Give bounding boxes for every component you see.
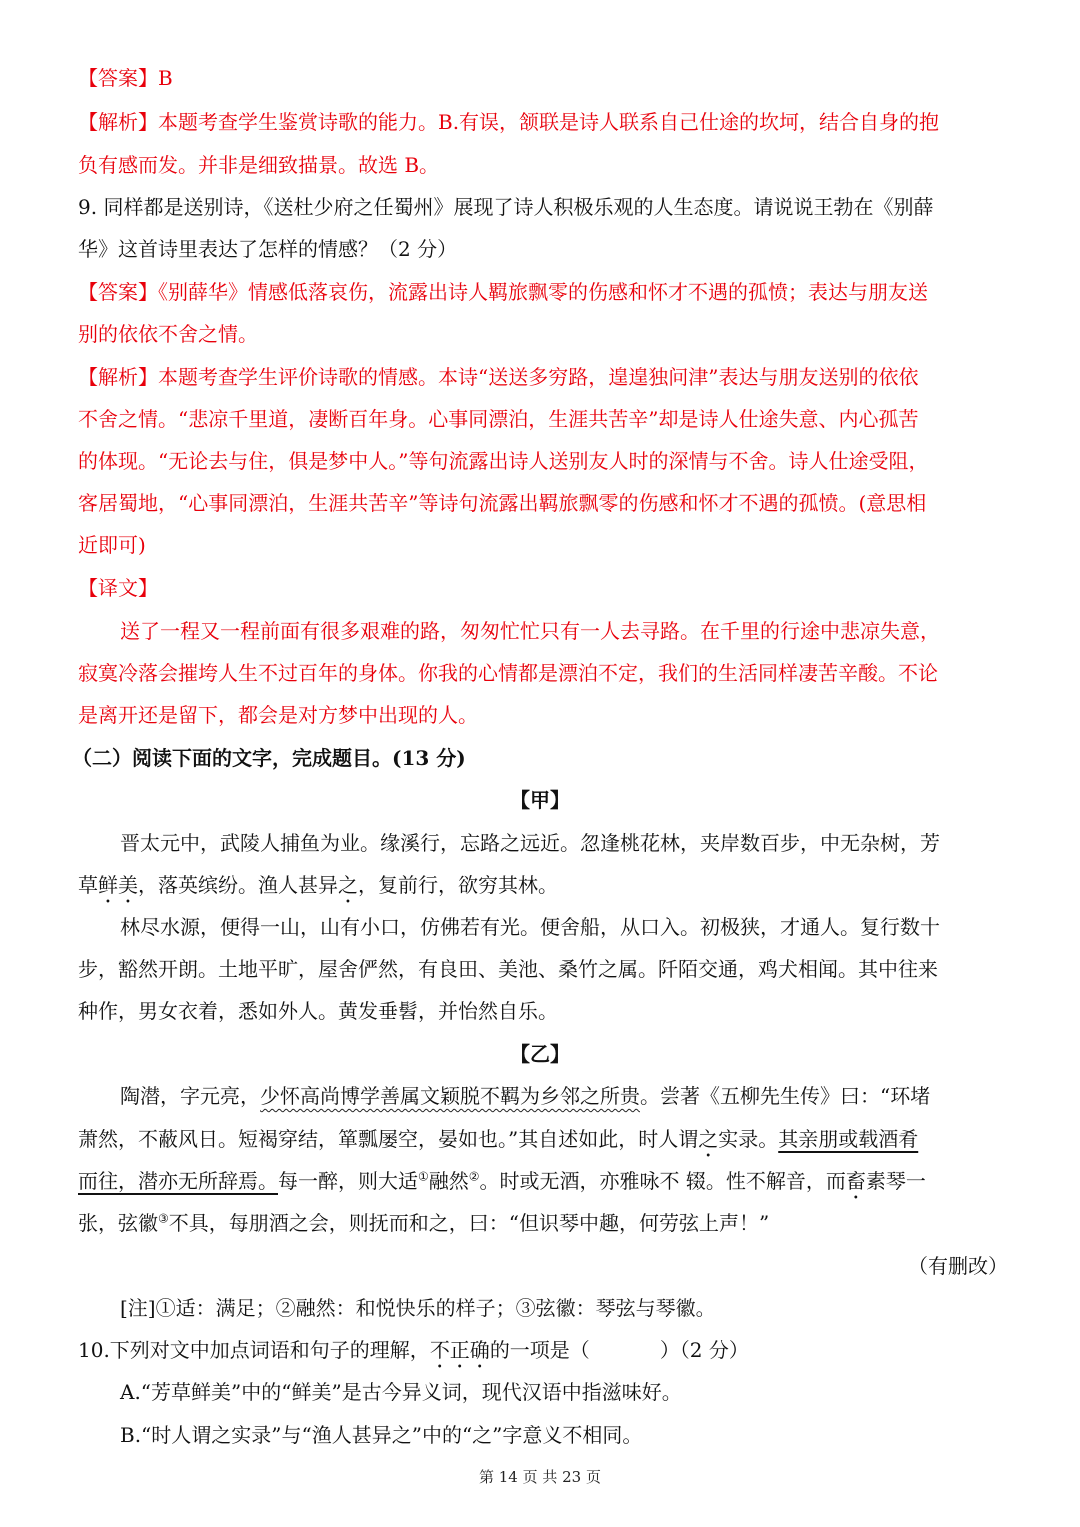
q9-analysis-line: 客居蜀地，“心事同漂泊，生涯共苦辛”等诗句流露出羁旅飘零的伤感和怀才不遇的孤愤。(意思相	[78, 491, 927, 515]
translation-line: 寂寞冷落会摧垮人生不过百年的身体。你我的心情都是漂泊不定，我们的生活同样凄苦辛酸。不论	[78, 661, 938, 685]
wavy-underlined-sentence: 少怀高尚博学善属文颖脱不羁为乡邻之所贵	[260, 1084, 640, 1108]
text-span: 。时或无酒，亦雅咏不 辍。性不解音，而	[479, 1169, 846, 1193]
q10-option-b: B.“时人谓之实录”与“渔人甚异之”中的“之”字意义不相同。	[120, 1423, 643, 1447]
q9-answer-line: 【答案】《别薛华》情感低落哀伤，流露出诗人羁旅飘零的伤感和怀才不遇的孤愤；表达与朋友送	[78, 280, 928, 304]
page-footer: 第 14 页 共 23 页	[478, 1468, 601, 1486]
text-span: ）（2 分）	[659, 1338, 749, 1362]
text-span: 萧然，不蔽风日。短褐穿结，箪瓢屡空，晏如也。”其自述如此，时人谓	[78, 1127, 699, 1151]
passage-yi-line	[78, 1166, 1008, 1204]
passage-yi-line	[120, 1081, 1008, 1111]
dotted-word: 之	[338, 873, 358, 897]
text-span: 融然	[428, 1169, 469, 1193]
dotted-word: 畜	[845, 1169, 866, 1193]
annotation-note: [注]①适：满足；②融然：和悦快乐的样子；③弦徽：琴弦与琴徽。	[120, 1296, 716, 1320]
text-span: 。尝著《五柳先生传》曰：“环堵	[640, 1084, 931, 1108]
source-note: （有删改）	[908, 1254, 1008, 1278]
passage-yi-line	[78, 1124, 1008, 1162]
section-heading: （二）阅读下面的文字，完成题目。(13 分)	[72, 746, 466, 770]
underlined-sentence: 其亲朋或载酒肴	[778, 1127, 919, 1151]
footnote-mark: ②	[468, 1169, 480, 1184]
passage-yi-title: 【乙】	[510, 1042, 570, 1066]
dotted-word: 鲜美	[98, 873, 138, 897]
q9-analysis-line: 【解析】本题考查学生评价诗歌的情感。本诗“送送多穷路，遑遑独问津”表达与朋友送别的依依	[78, 365, 919, 389]
dotted-word: 不正确	[429, 1338, 490, 1362]
q8-analysis-line: 【解析】本题考查学生鉴赏诗歌的能力。B.有误，颔联是诗人联系自己仕途的坎坷，结合自身的抱	[78, 110, 940, 134]
translation-line: 是离开还是留下，都会是对方梦中出现的人。	[78, 703, 478, 727]
text-span: 10.下列对文中加点词语和句子的理解，	[78, 1338, 430, 1362]
underlined-sentence: 而往，潜亦无所辞焉。	[78, 1169, 278, 1193]
passage-jia-line: 晋太元中，武陵人捕鱼为业。缘溪行，忘路之远近。忽逢桃花林，夹岸数百步，中无杂树，芳	[120, 831, 940, 855]
text-span: 不具，每朋酒之会，则抚而和之，曰：“但识琴中趣，何劳弦上声！”	[168, 1211, 770, 1235]
passage-yi-line	[78, 1208, 1008, 1238]
text-span: 张，弦徽	[78, 1211, 158, 1235]
passage-jia-line	[78, 870, 1008, 908]
q10-option-a: A.“芳草鲜美”中的“鲜美”是古今异义词，现代汉语中指滋味好。	[120, 1380, 682, 1404]
translation-label: 【译文】	[78, 576, 158, 600]
q9-stem-line: 9. 同样都是送别诗，《送杜少府之任蜀州》展现了诗人积极乐观的人生态度。请说说王勃在《别薛	[78, 195, 934, 219]
q8-analysis-line: 负有感而发。并非是细致描景。故选 B。	[78, 153, 440, 177]
q9-analysis-line: 近即可)	[78, 533, 146, 557]
q9-analysis-line: 不舍之情。“悲凉千里道，凄断百年身。心事同漂泊，生涯共苦辛”却是诗人仕途失意、内心孤苦	[78, 407, 919, 431]
text-span: ，复前行，欲穷其林。	[358, 873, 558, 897]
dotted-word: 之	[698, 1127, 719, 1151]
q9-analysis-line: 的体现。“无论去与住，俱是梦中人。”等句流露出诗人送别友人时的深情与不舍。诗人仕途受阻，	[78, 449, 929, 473]
text-span: 陶潜，字元亮，	[120, 1084, 260, 1108]
text-span: 草	[78, 873, 98, 897]
text-span: 每一醉，则大适	[278, 1169, 418, 1193]
passage-jia-line: 种作，男女衣着，悉如外人。黄发垂髫，并怡然自乐。	[78, 999, 558, 1023]
text-span: 的一项是（	[489, 1338, 590, 1362]
passage-jia-line: 步，豁然开朗。土地平旷，屋舍俨然，有良田、美池、桑竹之属。阡陌交通，鸡犬相闻。其中往来	[78, 957, 938, 981]
q9-answer-line: 别的依依不舍之情。	[78, 322, 258, 346]
text-span: 实录。	[718, 1127, 779, 1151]
translation-line: 送了一程又一程前面有很多艰难的路，匆匆忙忙只有一人去寻路。在千里的行途中悲凉失意，	[120, 619, 940, 643]
passage-jia-line: 林尽水源，便得一山，山有小口，仿佛若有光。便舍船，从口入。初极狭，才通人。复行数十	[120, 915, 940, 939]
footnote-mark: ③	[158, 1211, 169, 1226]
footnote-mark: ①	[418, 1169, 429, 1184]
text-span: ，落英缤纷。渔人甚异	[138, 873, 338, 897]
q9-stem-line: 华》这首诗里表达了怎样的情感？（2 分）	[78, 237, 458, 261]
passage-jia-title: 【甲】	[510, 788, 570, 812]
q8-answer: 【答案】B	[78, 66, 173, 90]
text-span: 素琴一	[865, 1169, 926, 1193]
q10-stem	[78, 1335, 1008, 1373]
